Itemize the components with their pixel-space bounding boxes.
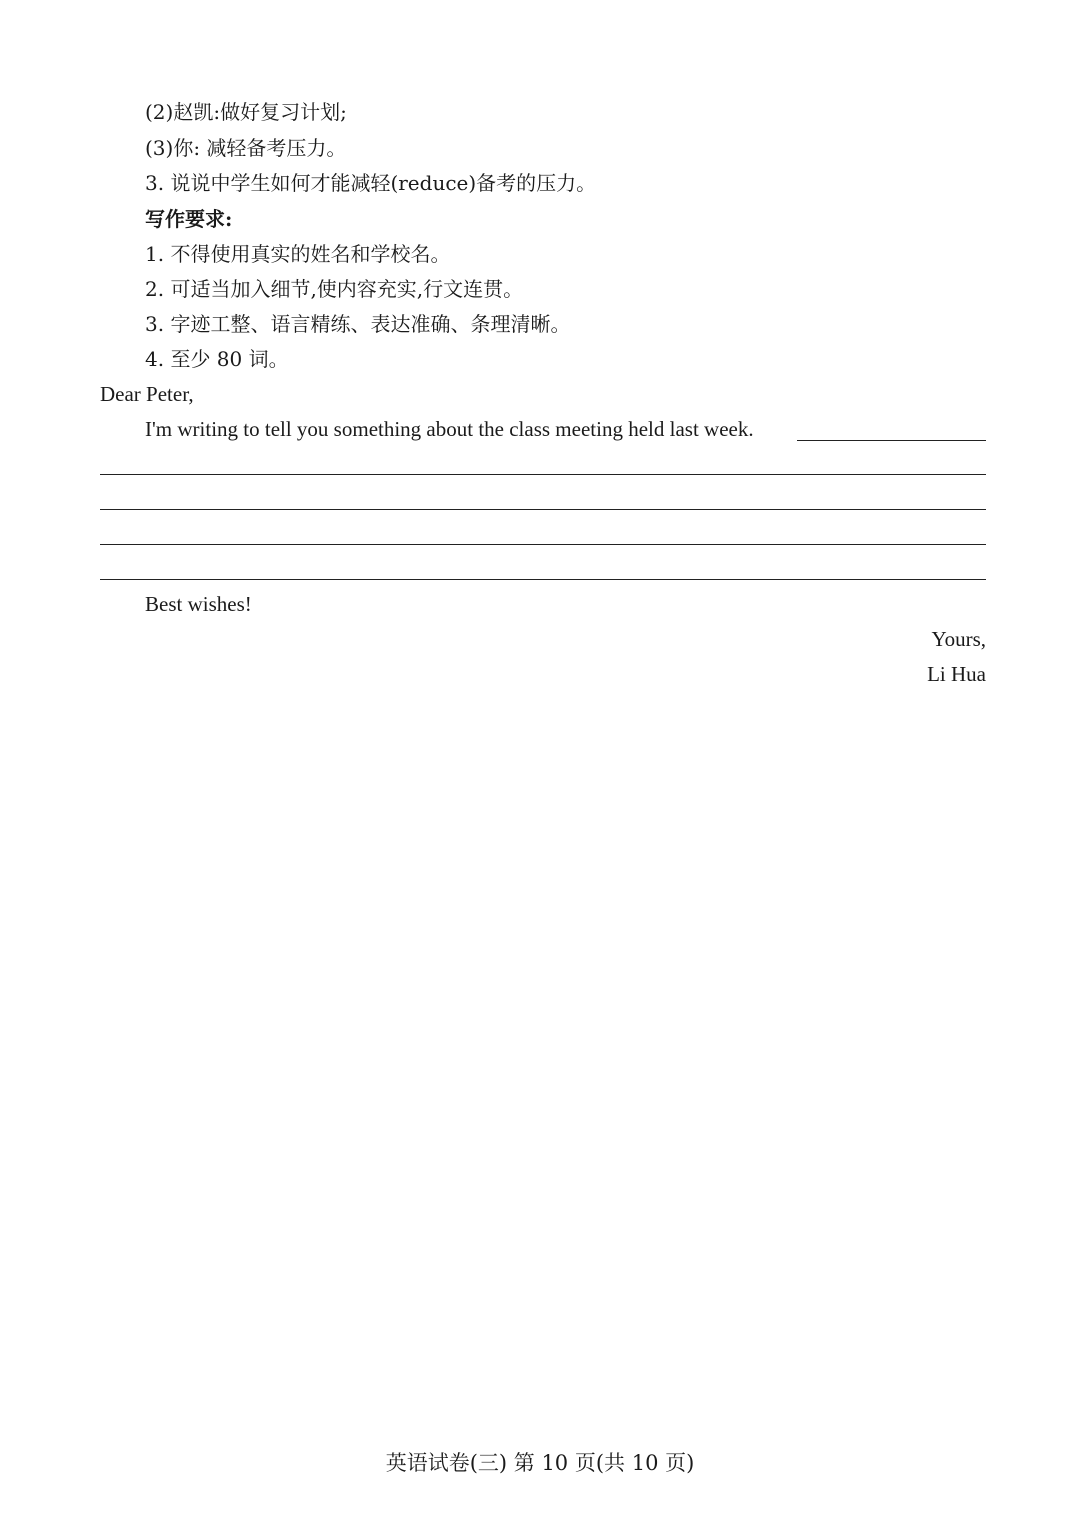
letter-signoff: Yours,: [931, 627, 986, 651]
letter-signature: Li Hua: [927, 662, 986, 686]
answer-blank-inline[interactable]: [797, 440, 986, 441]
answer-line-4[interactable]: [100, 579, 986, 580]
answer-line-2[interactable]: [100, 509, 986, 510]
page-footer: 英语试卷(三) 第 10 页(共 10 页): [385, 1451, 695, 1475]
requirement-1: 1. 不得使用真实的姓名和学校名。: [145, 242, 451, 266]
requirement-4: 4. 至少 80 词。: [145, 347, 289, 371]
requirement-3: 3. 字迹工整、语言精练、表达准确、条理清晰。: [145, 312, 571, 336]
letter-opening: I'm writing to tell you something about the class meeting held last week.: [145, 417, 754, 441]
answer-line-1[interactable]: [100, 474, 986, 475]
letter-closing: Best wishes!: [145, 592, 252, 616]
item-3: 3. 说说中学生如何才能减轻(reduce)备考的压力。: [145, 171, 597, 195]
answer-line-3[interactable]: [100, 544, 986, 545]
requirements-heading: 写作要求:: [145, 207, 233, 231]
letter-salutation: Dear Peter,: [100, 382, 194, 406]
item-sub-3: (3)你: 减轻备考压力。: [145, 136, 347, 160]
item-sub-2: (2)赵凯:做好复习计划;: [145, 100, 347, 124]
requirement-2: 2. 可适当加入细节,使内容充实,行文连贯。: [145, 277, 524, 301]
